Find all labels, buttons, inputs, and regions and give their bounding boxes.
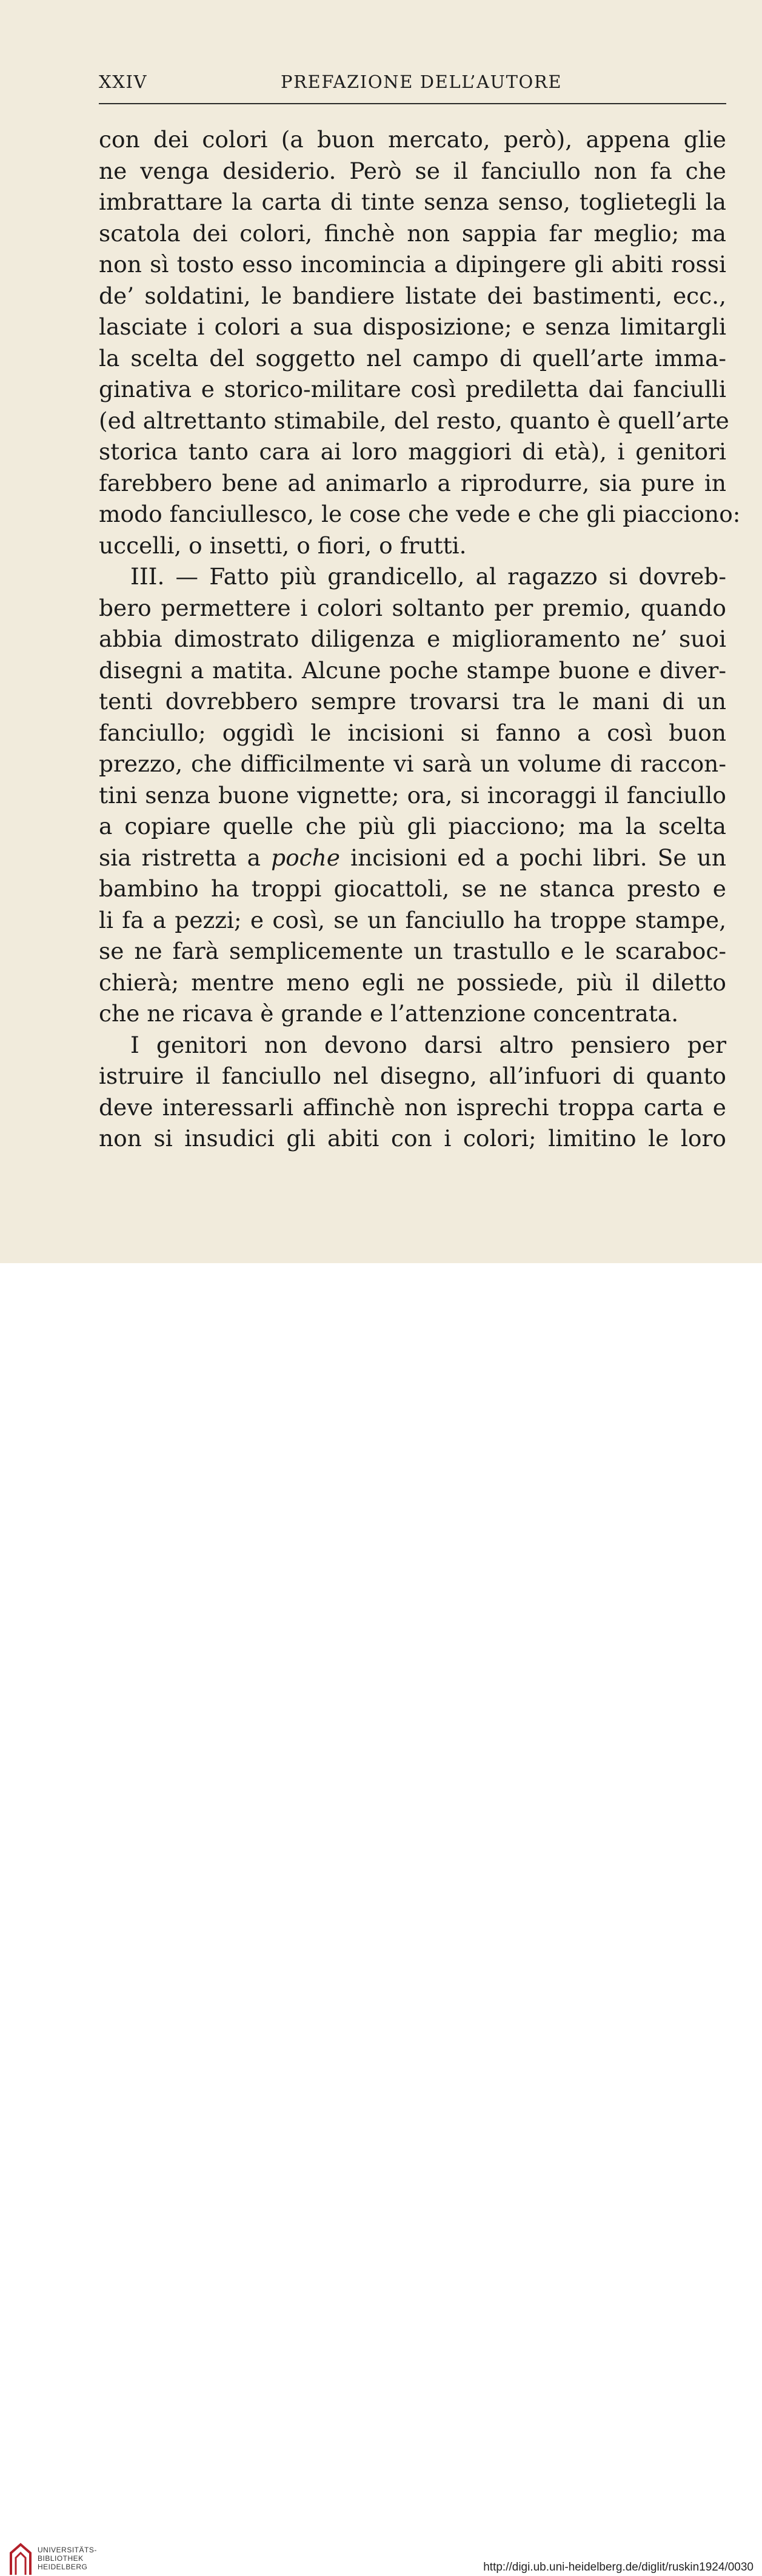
text-line: a copiare quelle che più gli piacciono; ma la scelta [99, 813, 726, 839]
logo-line: UNIVERSITÄTS- [38, 2546, 97, 2554]
text-line: con dei colori (a buon mercato, però), appena glie [99, 126, 726, 153]
text-line: I genitori non devono darsi altro pensiero per [130, 1031, 726, 1058]
text-line: che ne ricava è grande e l’attenzione concentrata. [99, 1000, 679, 1027]
text-line: modo fanciullesco, le cose che vede e che gli piacciono: [99, 501, 741, 527]
text-line: non si insudici gli abiti con i colori; limitino le loro [99, 1125, 726, 1152]
library-logo-text [38, 2546, 97, 2571]
text-line: uccelli, o insetti, o fiori, o frutti. [99, 532, 467, 559]
text-line: tenti dovrebbero sempre trovarsi tra le mani di un [99, 688, 726, 715]
text-line: abbia dimostrato diligenza e miglioramento ne’ suoi [99, 626, 726, 652]
text-line: (ed altrettanto stimabile, del resto, quanto è quell’arte [99, 407, 729, 434]
page-number: XXIV [99, 72, 148, 92]
text-segment: sia ristretta a [99, 844, 261, 871]
text-line-with-italic [99, 843, 726, 874]
text-line: tini senza buone vignette; ora, si incoraggi il fanciullo [99, 781, 726, 809]
logo-line: HEIDELBERG [38, 2563, 88, 2571]
text-segment: incisioni ed a pochi libri. Se un [350, 844, 727, 871]
text-line: non sì tosto esso incomincia a dipingere gli abiti rossi [99, 251, 726, 278]
text-line: chierà; mentre meno egli ne possiede, più il diletto [99, 969, 726, 996]
text-line: storica tanto cara ai loro maggiori di età), i genitori [99, 438, 726, 465]
text-line: scatola dei colori, finchè non sappia far meglio; ma [99, 219, 726, 247]
text-line: de’ soldatini, le bandiere listate dei bastimenti, ecc., [99, 282, 726, 309]
running-head-title: PREFAZIONE DELL’AUTORE [281, 72, 563, 92]
text-line: li fa a pezzi; e così, se un fanciullo ha troppe stampe, [99, 906, 726, 933]
text-line: se ne farà semplicemente un trastullo e le scaraboc- [99, 938, 726, 964]
page-header [99, 67, 726, 97]
header-rule [99, 103, 726, 104]
text-line: disegni a matita. Alcune poche stampe buone e diver- [99, 656, 726, 684]
text-line: la scelta del soggetto nel campo di quell’arte imma- [99, 344, 726, 372]
text-line: III. — Fatto più grandicello, al ragazzo si dovreb- [130, 563, 726, 590]
text-line: istruire il fanciullo nel disegno, all’infuori di quanto [99, 1063, 726, 1089]
book-page [0, 0, 762, 1263]
text-line: ginativa e storico-militare così prediletta dai fanciulli [99, 376, 726, 402]
body-text [99, 124, 741, 1155]
text-line: bambino ha troppi giocattoli, se ne stanca presto e [99, 875, 726, 902]
library-logo-icon [8, 2541, 33, 2576]
italic-word: poche [271, 844, 340, 871]
text-line: deve interessarli affinchè non isprechi troppa carta e [99, 1093, 726, 1121]
text-line: fanciullo; oggidì le incisioni si fanno a così buon [99, 719, 726, 746]
text-line: bero permettere i colori soltanto per premio, quando [99, 594, 726, 621]
text-line: lasciate i colori a sua disposizione; e senza limitargli [99, 313, 726, 340]
text-line: ne venga desiderio. Però se il fanciullo non fa che [99, 157, 726, 184]
logo-line: BIBLIOTHEK [38, 2554, 84, 2563]
footer-bar [0, 1263, 762, 2574]
text-line: prezzo, che difficilmente vi sarà un volume di raccon- [99, 750, 726, 777]
text-line: imbrattare la carta di tinte senza senso, toglietegli la [99, 189, 726, 215]
text-line: farebbero bene ad animarlo a riprodurre, sia pure in [99, 469, 726, 496]
source-url[interactable]: http://digi.ub.uni-heidelberg.de/diglit/ruskin1924/0030 [483, 2561, 754, 2574]
library-logo [8, 2541, 97, 2576]
